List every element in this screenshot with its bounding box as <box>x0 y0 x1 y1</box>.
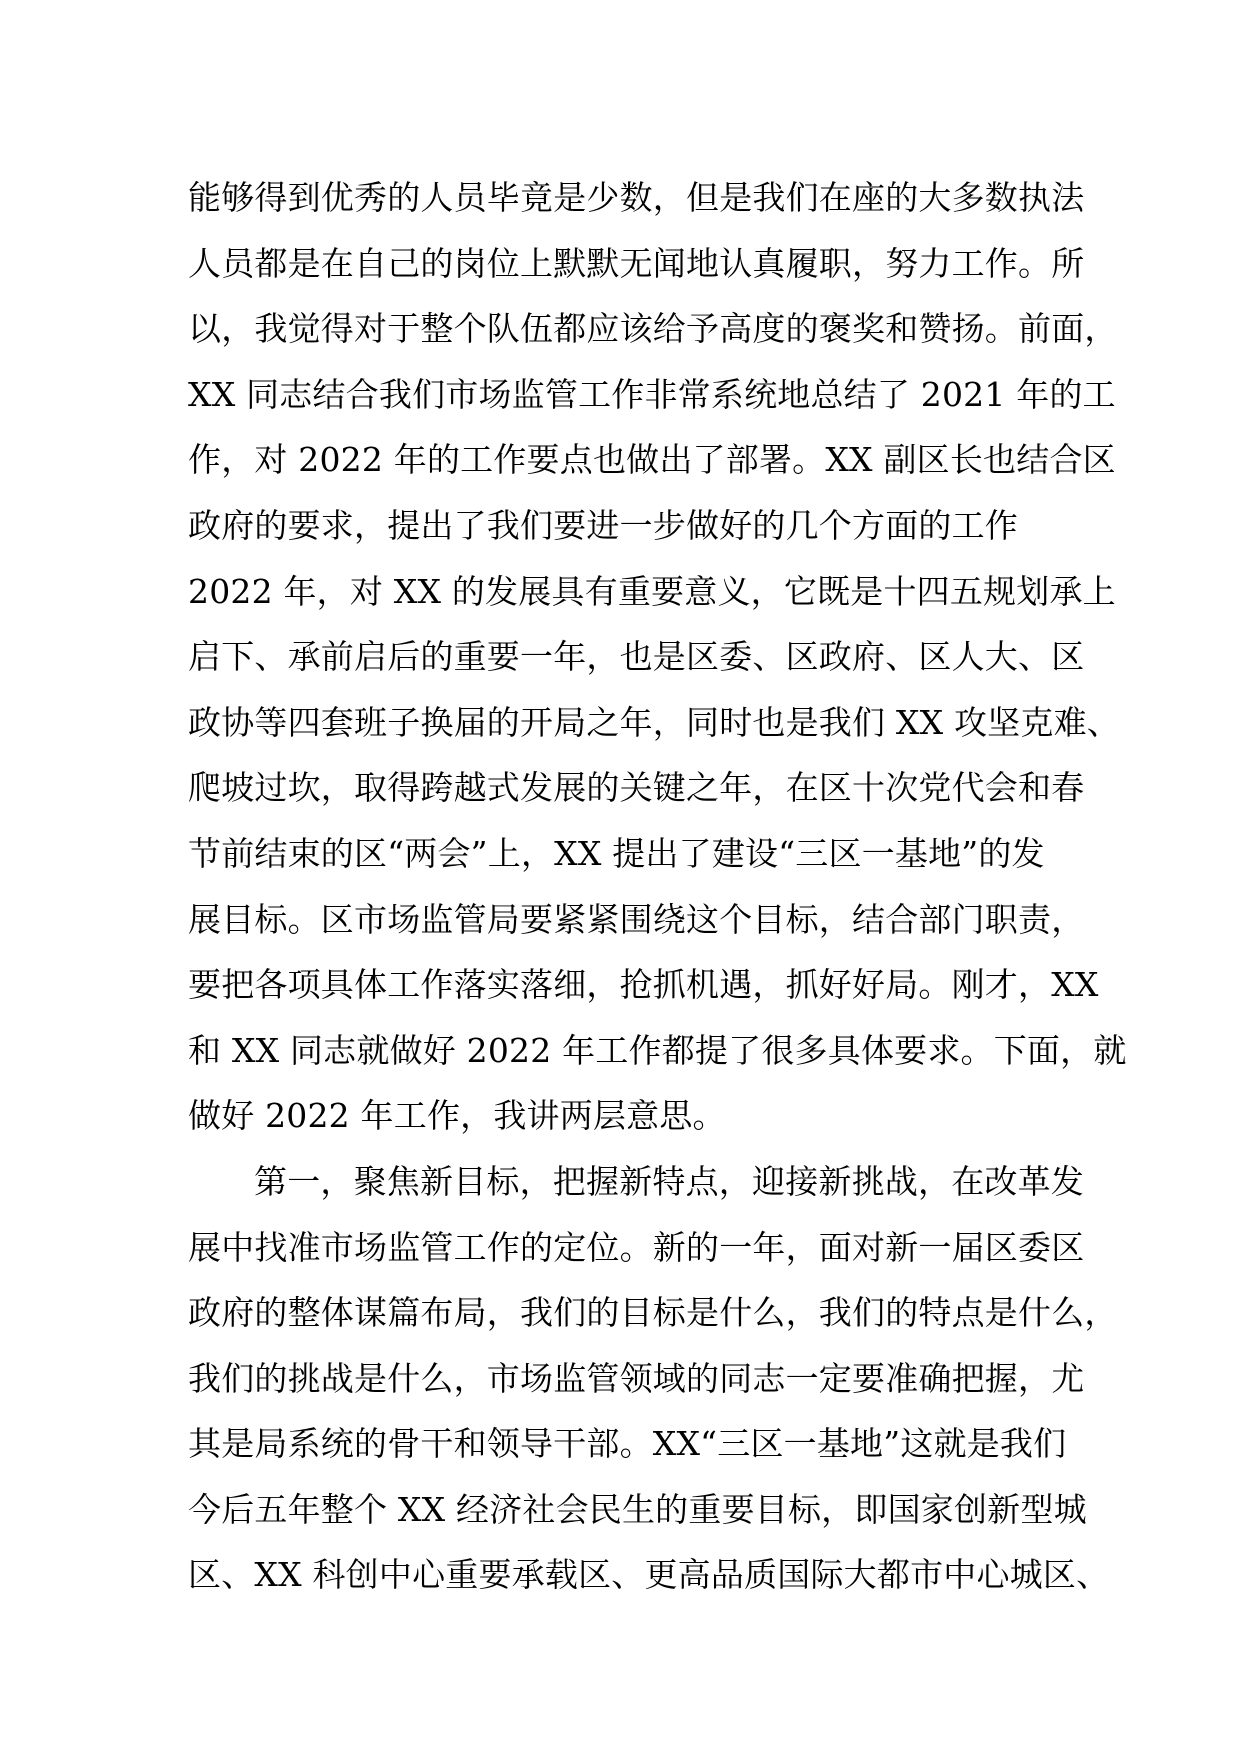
text-line: 节前结束的区“两会”上，XX 提出了建设“三区一基地”的发 <box>188 833 1045 873</box>
text-line: 2022 年，对 XX 的发展具有重要意义，它既是十四五规划承上 <box>188 571 1116 611</box>
text-line: 和 XX 同志就做好 2022 年工作都提了很多具体要求。下面，就 <box>188 1030 1127 1070</box>
text-line: 政协等四套班子换届的开局之年，同时也是我们 XX 攻坚克难、 <box>188 702 1120 742</box>
text-line: 今后五年整个 XX 经济社会民生的重要目标，即国家创新型城 <box>188 1489 1087 1529</box>
text-line: XX 同志结合我们市场监管工作非常系统地总结了 2021 年的工 <box>188 374 1116 414</box>
text-line: 爬坡过坎，取得跨越式发展的关键之年，在区十次党代会和春 <box>188 768 1085 808</box>
text-line: 能够得到优秀的人员毕竟是少数，但是我们在座的大多数执法 <box>188 178 1085 217</box>
text-line: 我们的挑战是什么，市场监管领域的同志一定要准确把握，尤 <box>188 1358 1085 1398</box>
text-line: 区、XX 科创中心重要承载区、更高品质国际大都市中心城区、 <box>188 1555 1110 1595</box>
text-line: 要把各项具体工作落实落细，抢抓机遇，抓好好局。刚才，XX <box>188 965 1099 1005</box>
text-line: 展中找准市场监管工作的定位。新的一年，面对新一届区委区 <box>188 1227 1085 1267</box>
paragraph-first-line: 第一，聚焦新目标，把握新特点，迎接新挑战，在改革发 <box>254 1161 1084 1201</box>
text-line: 其是局系统的骨干和领导干部。XX“三区一基地”这就是我们 <box>188 1424 1067 1464</box>
body-text <box>188 165 1127 1608</box>
text-line: 以，我觉得对于整个队伍都应该给予高度的褒奖和赞扬。前面， <box>188 309 1118 349</box>
text-line: 政府的整体谋篇布局，我们的目标是什么，我们的特点是什么， <box>188 1293 1118 1333</box>
text-line: 做好 2022 年工作，我讲两层意思。 <box>188 1096 726 1136</box>
text-line: 作，对 2022 年的工作要点也做出了部署。XX 副区长也结合区 <box>188 440 1116 480</box>
text-line: 展目标。区市场监管局要紧紧围绕这个目标，结合部门职责， <box>188 899 1085 939</box>
text-line: 人员都是在自己的岗位上默默无闻地认真履职，努力工作。所 <box>188 243 1085 283</box>
text-line: 启下、承前启后的重要一年，也是区委、区政府、区人大、区 <box>188 637 1085 677</box>
text-line: 政府的要求，提出了我们要进一步做好的几个方面的工作 <box>188 505 1018 545</box>
